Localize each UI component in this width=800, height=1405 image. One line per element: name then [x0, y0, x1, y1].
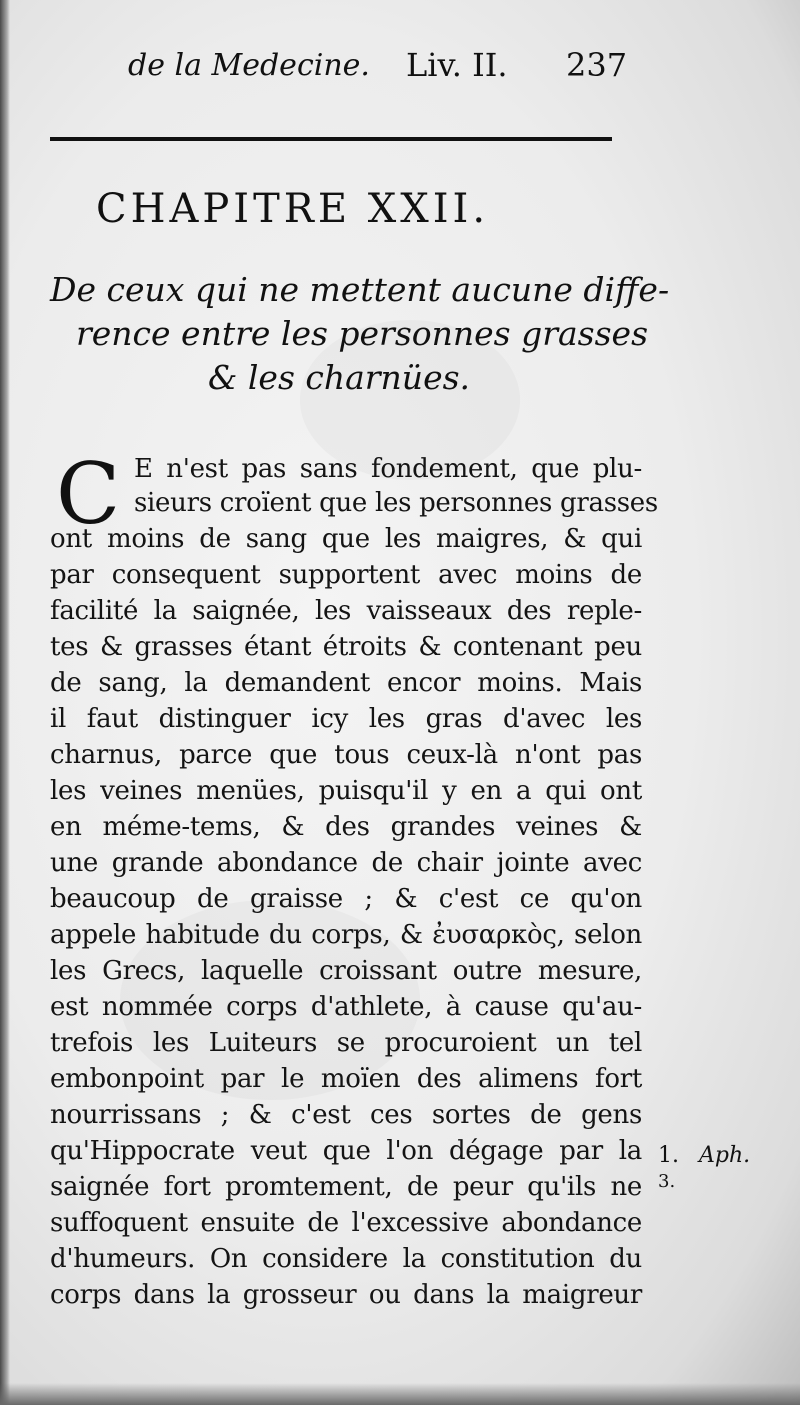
body-line: les Grecs, laquelle croissant outre mesure,: [50, 956, 642, 986]
body-line: charnus, parce que tous ceux-là n'ont pas: [50, 740, 642, 770]
body-line: appele habitude du corps, & ἐυσαρκὸς, selon: [50, 920, 642, 950]
body-line: les veines menües, puisqu'il y en a qui ont: [50, 776, 642, 806]
body-line: E n'est pas sans fondement, que plu-: [134, 454, 642, 484]
running-head-book: Liv. II.: [406, 46, 508, 84]
gutter-shadow: [0, 0, 10, 1405]
running-head: [128, 38, 648, 98]
body-line: trefois les Luiteurs se procuroient un tel: [50, 1028, 642, 1058]
subtitle-line: & les charnües.: [208, 358, 471, 397]
body-line: par consequent supportent avec moins de: [50, 560, 642, 590]
body-line: est nommée corps d'athlete, à cause qu'au-: [50, 992, 642, 1022]
body-line: en méme-tems, & des grandes veines &: [50, 812, 642, 842]
margin-note-label: Aph.: [699, 1143, 751, 1168]
body-line: sieurs croïent que les personnes grasses: [134, 488, 658, 518]
margin-note-number: 1.: [658, 1143, 679, 1168]
body-line: tes & grasses étant étroits & contenant peu: [50, 632, 642, 662]
margin-note-sub: 3.: [658, 1171, 676, 1192]
running-head-title: de la Medecine.: [128, 48, 370, 83]
body-line: beaucoup de graisse ; & c'est ce qu'on: [50, 884, 642, 914]
body-line: suffoquent ensuite de l'excessive abondance: [50, 1208, 642, 1238]
body-line: de sang, la demandent encor moins. Mais: [50, 668, 642, 698]
margin-note-reference: [658, 1143, 750, 1168]
body-line: qu'Hippocrate veut que l'on dégage par la: [50, 1136, 642, 1166]
body-line: saignée fort promtement, de peur qu'ils ne: [50, 1172, 642, 1202]
body-line: nourrissans ; & c'est ces sortes de gens: [50, 1100, 642, 1130]
chapter-title: CHAPITRE XXII.: [96, 186, 490, 232]
body-line: il faut distinguer icy les gras d'avec les: [50, 704, 642, 734]
body-line: ont moins de sang que les maigres, & qui: [50, 524, 642, 554]
body-line: facilité la saignée, les vaisseaux des reple-: [50, 596, 642, 626]
subtitle-line: De ceux qui ne mettent aucune diffe-: [50, 270, 670, 309]
body-line: embonpoint par le moïen des alimens fort: [50, 1064, 642, 1094]
body-line: une grande abondance de chair jointe avec: [50, 848, 642, 878]
header-rule: [50, 137, 612, 141]
body-line: corps dans la grosseur ou dans la maigreur: [50, 1280, 642, 1310]
subtitle-line: rence entre les personnes grasses: [76, 314, 649, 353]
drop-cap: C: [56, 445, 121, 543]
bottom-edge-shadow: [0, 1383, 800, 1405]
page-number: 237: [566, 46, 628, 84]
body-line: d'humeurs. On considere la constitution du: [50, 1244, 642, 1274]
